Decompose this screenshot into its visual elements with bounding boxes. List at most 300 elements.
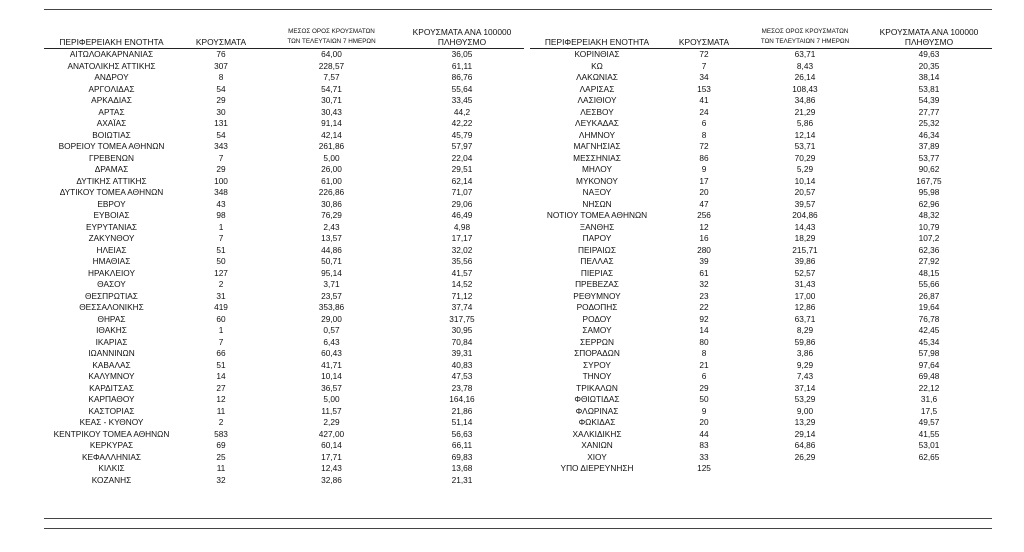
per100k-cell: 62,36 <box>918 244 940 255</box>
region-cell: ΘΕΣΣΑΛΟΝΙΚΗΣ <box>79 302 144 312</box>
per100k-header <box>400 27 524 49</box>
per100k-cell: 29,06 <box>451 198 473 209</box>
avg-7day-cell: 95,14 <box>321 267 342 278</box>
table-row <box>44 141 524 153</box>
region-cell: ΘΑΣΟΥ <box>97 279 126 289</box>
region-cell: ΠΙΕΡΙΑΣ <box>580 267 614 278</box>
cases-cell: 11 <box>216 463 226 473</box>
per100k-cell: 90,62 <box>918 164 940 174</box>
cases-cell: 6 <box>701 118 707 128</box>
cases-cell: 1 <box>218 325 224 335</box>
avg-7day-cell: 12,43 <box>321 463 342 473</box>
per100k-cell: 95,98 <box>918 187 940 197</box>
per100k-cell: 23,78 <box>451 382 473 393</box>
region-cell: ΜΕΣΣΗΝΙΑΣ <box>573 152 621 163</box>
left-table-body <box>44 49 524 487</box>
region-cell: ΛΕΣΒΟΥ <box>580 106 614 117</box>
table-row <box>530 187 992 199</box>
avg-header <box>263 27 400 49</box>
per100k-cell: 33,45 <box>451 95 473 105</box>
per100k-cell: 56,63 <box>451 428 473 439</box>
per100k-cell: 164,16 <box>449 394 475 404</box>
avg-7day-cell: 13,29 <box>794 417 816 427</box>
region-cell: ΔΥΤΙΚΗΣ ΑΤΤΙΚΗΣ <box>76 175 147 186</box>
table-row <box>530 118 992 130</box>
avg-7day-cell: 18,29 <box>794 233 816 243</box>
table-row <box>44 302 524 314</box>
table-row <box>44 360 524 372</box>
region-cell: ΚΑΡΔΙΤΣΑΣ <box>89 382 134 393</box>
table-row <box>530 256 992 268</box>
cases-cell: 39 <box>699 256 709 266</box>
table-row <box>44 153 524 165</box>
region-cell: ΗΡΑΚΛΕΙΟΥ <box>87 267 136 278</box>
avg-7day-cell: 21,29 <box>794 106 816 117</box>
top-rule <box>44 9 992 10</box>
cases-cell: 153 <box>697 83 711 94</box>
region-cell: ΠΑΡΟΥ <box>582 233 612 243</box>
cases-cell: 32 <box>216 474 226 485</box>
region-cell: ΚΑΛΥΜΝΟΥ <box>88 371 135 381</box>
avg-7day-cell: 53,71 <box>794 141 816 151</box>
avg-7day-cell: 26,00 <box>321 164 342 174</box>
cases-cell: 54 <box>216 129 226 140</box>
cases-cell: 29 <box>216 164 226 174</box>
region-cell: ΚΟΡΙΝΘΙΑΣ <box>574 49 620 59</box>
cases-cell: 6 <box>701 371 707 381</box>
table-row <box>530 153 992 165</box>
table-row <box>530 291 992 303</box>
per100k-cell: 36,05 <box>451 49 473 59</box>
cases-cell: 34 <box>699 72 709 82</box>
cases-cell: 9 <box>701 405 707 416</box>
region-cell: ΦΩΚΙΔΑΣ <box>578 417 616 427</box>
cases-cell: 31 <box>216 290 226 301</box>
cases-cell: 98 <box>216 210 226 220</box>
table-row <box>44 187 524 199</box>
avg-7day-cell: 29,14 <box>794 428 816 439</box>
table-row <box>530 49 992 61</box>
cases-cell: 8 <box>701 348 707 358</box>
region-cell: ΛΑΣΙΘΙΟΥ <box>577 95 617 105</box>
table-row <box>44 394 524 406</box>
cases-cell: 54 <box>216 83 226 94</box>
table-row <box>530 429 992 441</box>
region-cell: ΧΑΝΙΩΝ <box>581 440 613 450</box>
table-row <box>530 406 992 418</box>
per100k-cell: 40,83 <box>451 359 473 370</box>
per100k-cell: 10,79 <box>918 221 940 232</box>
cases-cell: 66 <box>216 348 226 358</box>
table-row <box>530 463 992 475</box>
table-row <box>44 348 524 360</box>
table-row <box>44 325 524 337</box>
avg-7day-cell: 5,00 <box>323 394 340 404</box>
region-header: ΠΕΡΙΦΕΡΕΙΑΚΗ ΕΝΟΤΗΤΑ <box>530 27 664 49</box>
avg-7day-cell: 50,71 <box>321 256 342 266</box>
region-cell: ΦΛΩΡΙΝΑΣ <box>575 405 619 416</box>
region-cell: ΖΑΚΥΝΘΟΥ <box>88 233 135 243</box>
per100k-cell: 46,34 <box>918 129 940 140</box>
cases-cell: 280 <box>697 244 711 255</box>
per100k-cell: 167,75 <box>916 175 942 186</box>
table-row <box>530 268 992 280</box>
region-cell: ΠΕΙΡΑΙΩΣ <box>578 244 616 255</box>
region-cell: ΑΡΓΟΛΙΔΑΣ <box>88 83 135 94</box>
region-cell: ΚΕΝΤΡΙΚΟΥ ΤΟΜΕΑ ΑΘΗΝΩΝ <box>53 428 170 439</box>
per100k-cell: 45,34 <box>918 336 940 347</box>
region-cell: ΝΑΞΟΥ <box>582 187 612 197</box>
table-row <box>44 475 524 487</box>
table-row <box>44 118 524 130</box>
per100k-cell: 69,83 <box>451 451 473 462</box>
table-row <box>530 314 992 326</box>
table-row <box>44 406 524 418</box>
cases-cell: 8 <box>218 72 224 82</box>
per100k-cell: 44,2 <box>453 106 471 117</box>
table-row <box>44 245 524 257</box>
per100k-header-line2: ΠΛΗΘΥΣΜΟ <box>904 37 954 47</box>
region-cell: ΑΧΑΪΑΣ <box>96 118 127 128</box>
table-row <box>530 84 992 96</box>
per100k-cell: 21,86 <box>451 405 473 416</box>
cases-cell: 69 <box>216 440 226 450</box>
cases-cell: 14 <box>699 325 709 335</box>
table-row <box>44 49 524 61</box>
table-row <box>530 302 992 314</box>
cases-cell: 50 <box>699 394 709 404</box>
cases-cell: 43 <box>216 198 226 209</box>
avg-7day-cell: 32,86 <box>321 474 342 485</box>
per100k-cell: 51,14 <box>451 417 473 427</box>
cases-cell: 7 <box>218 336 224 347</box>
region-cell: ΑΝΑΤΟΛΙΚΗΣ ΑΤΤΙΚΗΣ <box>67 60 156 71</box>
table-row <box>530 394 992 406</box>
table-row <box>530 107 992 119</box>
cases-cell: 33 <box>699 451 709 462</box>
cases-cell: 30 <box>216 106 226 117</box>
per100k-cell: 42,22 <box>451 118 473 128</box>
avg-7day-cell: 13,57 <box>321 233 342 243</box>
table-row <box>44 463 524 475</box>
avg-7day-cell: 353,86 <box>318 302 345 312</box>
avg-7day-cell: 41,71 <box>321 359 342 370</box>
per100k-cell: 57,97 <box>451 141 473 151</box>
region-cell: ΧΙΟΥ <box>587 451 607 462</box>
cases-cell: 14 <box>216 371 226 381</box>
avg-7day-cell: 2,43 <box>323 221 340 232</box>
avg-7day-cell: 53,29 <box>794 394 816 404</box>
avg-header-line2: ΤΩΝ ΤΕΛΕΥΤΑΙΩΝ 7 ΗΜΕΡΩΝ <box>760 38 850 45</box>
table-row <box>530 199 992 211</box>
region-cell: ΔΡΑΜΑΣ <box>94 164 129 174</box>
per100k-cell: 53,81 <box>918 83 940 94</box>
avg-7day-cell: 26,29 <box>794 451 816 462</box>
per100k-cell: 62,96 <box>918 198 940 209</box>
table-row <box>530 210 992 222</box>
avg-7day-cell: 42,14 <box>321 129 342 140</box>
avg-7day-cell: 10,14 <box>794 175 816 186</box>
table-row <box>44 291 524 303</box>
table-row <box>44 61 524 73</box>
cases-cell: 348 <box>214 187 228 197</box>
cases-cell: 23 <box>699 290 709 301</box>
region-cell: ΑΝΔΡΟΥ <box>94 72 129 82</box>
per100k-cell: 47,53 <box>451 371 473 381</box>
table-row <box>530 95 992 107</box>
avg-7day-cell: 26,14 <box>794 72 816 82</box>
avg-7day-cell: 70,29 <box>794 152 816 163</box>
avg-7day-cell: 39,57 <box>794 198 816 209</box>
per100k-cell: 17,5 <box>920 405 938 416</box>
per100k-cell: 42,45 <box>918 325 940 335</box>
region-cell: ΔΥΤΙΚΟΥ ΤΟΜΕΑ ΑΘΗΝΩΝ <box>59 187 164 197</box>
per100k-cell: 54,39 <box>918 95 940 105</box>
per100k-cell: 48,32 <box>918 210 940 220</box>
avg-7day-cell: 7,43 <box>796 371 814 381</box>
table-row <box>44 268 524 280</box>
per100k-cell: 31,6 <box>920 394 938 404</box>
table-row <box>530 130 992 142</box>
cases-cell: 21 <box>699 359 709 370</box>
cases-cell: 44 <box>699 428 709 439</box>
region-cell: ΚΩ <box>591 60 603 71</box>
table-row <box>44 222 524 234</box>
avg-7day-cell: 3,86 <box>796 348 814 358</box>
avg-7day-cell: 34,86 <box>794 95 816 105</box>
per100k-cell: 49,57 <box>918 417 940 427</box>
avg-7day-cell: 64,86 <box>794 440 816 450</box>
per100k-cell <box>866 463 992 475</box>
cases-cell: 92 <box>699 313 709 324</box>
region-cell: ΜΥΚΟΝΟΥ <box>576 175 618 186</box>
cases-cell: 20 <box>699 187 709 197</box>
per100k-cell: 46,49 <box>451 210 473 220</box>
per100k-cell: 37,89 <box>918 141 940 151</box>
table-row <box>44 417 524 429</box>
table-row <box>530 61 992 73</box>
left-header-row <box>44 27 524 49</box>
avg-7day-cell: 17,00 <box>794 290 816 301</box>
avg-7day-cell: 20,57 <box>794 187 816 197</box>
per100k-cell: 107,2 <box>918 233 940 243</box>
per100k-cell: 27,92 <box>918 256 940 266</box>
table-row <box>44 279 524 291</box>
table-row <box>530 383 992 395</box>
avg-7day-cell: 8,43 <box>796 60 814 71</box>
region-cell: ΕΥΒΟΙΑΣ <box>93 210 130 220</box>
cases-cell: 72 <box>699 141 709 151</box>
table-row <box>530 440 992 452</box>
per100k-cell: 57,98 <box>918 348 940 358</box>
avg-7day-cell: 6,43 <box>323 336 340 347</box>
per100k-cell: 19,64 <box>918 302 940 312</box>
per100k-cell: 71,12 <box>451 290 473 301</box>
avg-7day-cell: 54,71 <box>321 83 342 94</box>
region-cell: ΚΙΛΚΙΣ <box>98 463 125 473</box>
table-row <box>44 164 524 176</box>
region-cell: ΠΡΕΒΕΖΑΣ <box>575 279 619 289</box>
region-cell: ΛΗΜΝΟΥ <box>578 129 616 140</box>
table-row <box>530 348 992 360</box>
region-cell: ΣΠΟΡΑΔΩΝ <box>574 348 620 358</box>
region-cell: ΑΡΤΑΣ <box>98 106 125 117</box>
cases-cell: 125 <box>697 463 711 473</box>
avg-7day-cell: 52,57 <box>794 267 816 278</box>
per100k-cell: 53,77 <box>918 152 940 163</box>
per100k-cell: 49,63 <box>918 49 940 59</box>
table-row <box>530 72 992 84</box>
per100k-cell: 37,74 <box>451 302 473 312</box>
table-row <box>530 452 992 464</box>
table-row <box>530 233 992 245</box>
region-cell: ΙΚΑΡΙΑΣ <box>95 336 128 347</box>
region-cell: ΚΕΦΑΛΛΗΝΙΑΣ <box>81 451 142 462</box>
cases-cell: 80 <box>699 336 709 347</box>
region-cell: ΚΟΖΑΝΗΣ <box>91 474 132 485</box>
region-cell: ΙΘΑΚΗΣ <box>96 325 127 335</box>
per100k-cell: 13,68 <box>451 463 473 473</box>
table-row <box>530 222 992 234</box>
region-cell: ΑΙΤΩΛΟΑΚΑΡΝΑΝΙΑΣ <box>69 49 154 59</box>
bottom-rule-second <box>44 528 992 529</box>
avg-7day-cell: 2,29 <box>323 417 340 427</box>
table-row <box>44 130 524 142</box>
avg-7day-cell: 12,86 <box>794 302 816 312</box>
per100k-cell: 32,02 <box>451 244 473 255</box>
cases-cell: 100 <box>214 175 228 186</box>
avg-7day-cell: 204,86 <box>792 210 818 220</box>
region-cell: ΘΗΡΑΣ <box>97 313 126 324</box>
cases-cell: 256 <box>697 210 711 220</box>
avg-7day-cell: 61,00 <box>321 175 342 186</box>
cases-cell: 86 <box>699 152 709 163</box>
region-cell: ΗΛΕΙΑΣ <box>96 244 127 255</box>
region-cell: ΦΘΙΩΤΙΔΑΣ <box>574 394 620 404</box>
avg-7day-cell: 5,86 <box>796 118 814 128</box>
cases-cell: 51 <box>216 359 226 370</box>
region-cell: ΤΗΝΟΥ <box>582 371 612 381</box>
table-row <box>44 429 524 441</box>
per100k-cell: 71,07 <box>451 187 473 197</box>
table-row <box>44 199 524 211</box>
table-row <box>44 337 524 349</box>
avg-7day-cell: 261,86 <box>318 141 345 151</box>
table-row <box>44 314 524 326</box>
per100k-cell: 70,84 <box>451 336 473 347</box>
region-cell: ΠΕΛΛΑΣ <box>580 256 614 266</box>
per100k-cell: 86,76 <box>451 72 473 82</box>
region-cell: ΜΑΓΝΗΣΙΑΣ <box>573 141 621 151</box>
region-cell: ΕΥΡΥΤΑΝΙΑΣ <box>85 221 138 232</box>
region-cell: ΝΟΤΙΟΥ ΤΟΜΕΑ ΑΘΗΝΩΝ <box>546 210 648 220</box>
table-row <box>44 256 524 268</box>
region-cell: ΝΗΣΩΝ <box>582 198 612 209</box>
region-cell: ΙΩΑΝΝΙΝΩΝ <box>88 348 135 358</box>
per100k-cell: 27,77 <box>918 106 940 117</box>
region-cell: ΒΟΡΕΙΟΥ ΤΟΜΕΑ ΑΘΗΝΩΝ <box>58 141 165 151</box>
per100k-cell: 30,95 <box>451 325 473 335</box>
cases-cell: 131 <box>214 118 228 128</box>
table-row <box>44 84 524 96</box>
per100k-cell: 17,17 <box>451 233 473 243</box>
avg-7day-cell: 108,43 <box>792 83 818 94</box>
table-row <box>44 440 524 452</box>
region-cell: ΚΕΑΣ - ΚΥΘΝΟΥ <box>79 417 144 427</box>
cases-cell: 83 <box>699 440 709 450</box>
cases-cell: 1 <box>218 221 224 232</box>
region-cell: ΣΑΜΟΥ <box>582 325 612 335</box>
cases-cell: 12 <box>699 221 709 232</box>
avg-7day-cell: 226,86 <box>318 187 345 197</box>
cases-cell: 9 <box>701 164 707 174</box>
region-header: ΠΕΡΙΦΕΡΕΙΑΚΗ ΕΝΟΤΗΤΑ <box>44 27 179 49</box>
avg-7day-cell: 30,71 <box>321 95 342 105</box>
avg-7day-cell: 59,86 <box>794 336 816 347</box>
region-cell: ΜΗΛΟΥ <box>582 164 612 174</box>
per100k-cell: 41,57 <box>451 267 473 278</box>
table-row <box>530 360 992 372</box>
avg-7day-cell: 17,71 <box>321 451 342 462</box>
avg-7day-cell: 36,57 <box>321 382 342 393</box>
avg-7day-cell: 60,14 <box>321 440 342 450</box>
per100k-cell: 45,79 <box>451 129 473 140</box>
avg-7day-cell: 9,29 <box>796 359 814 370</box>
per100k-cell: 41,55 <box>918 428 940 439</box>
table-row <box>530 325 992 337</box>
table-row <box>530 371 992 383</box>
avg-7day-cell: 228,57 <box>318 60 345 71</box>
cases-cell: 25 <box>216 451 226 462</box>
cases-cell: 29 <box>216 95 226 105</box>
avg-7day-cell: 37,14 <box>794 382 816 393</box>
cases-cell: 24 <box>699 106 709 117</box>
region-cell: ΤΡΙΚΑΛΩΝ <box>576 382 618 393</box>
region-cell: ΕΒΡΟΥ <box>97 198 126 209</box>
cases-cell: 61 <box>699 267 709 278</box>
cases-cell: 72 <box>699 49 709 59</box>
table-row <box>530 245 992 257</box>
per100k-cell: 21,31 <box>451 474 473 485</box>
cases-cell: 343 <box>214 141 228 151</box>
region-cell: ΛΑΚΩΝΙΑΣ <box>576 72 618 82</box>
avg-7day-cell: 30,86 <box>321 198 342 209</box>
table-row <box>530 164 992 176</box>
region-cell: ΛΑΡΙΣΑΣ <box>579 83 615 94</box>
avg-7day-cell: 3,71 <box>323 279 340 289</box>
region-cell: ΒΟΙΩΤΙΑΣ <box>92 129 131 140</box>
table-row <box>530 176 992 188</box>
region-cell: ΡΟΔΟΠΗΣ <box>576 302 618 312</box>
cases-cell: 50 <box>216 256 226 266</box>
per100k-cell: 48,15 <box>918 267 940 278</box>
region-cell: ΥΠΟ ΔΙΕΡΕΥΝΗΣΗ <box>560 463 634 473</box>
cases-cell: 47 <box>699 198 709 209</box>
avg-7day-cell: 29,00 <box>321 313 342 324</box>
per100k-cell: 62,65 <box>918 451 940 462</box>
avg-header-line1: ΜΕΣΟΣ ΟΡΟΣ ΚΡΟΥΣΜΑΤΩΝ <box>288 28 375 35</box>
cases-cell: 32 <box>699 279 709 289</box>
per100k-cell: 14,52 <box>451 279 473 289</box>
per100k-cell: 26,87 <box>918 290 940 301</box>
table-row <box>44 371 524 383</box>
per100k-header <box>866 27 992 49</box>
table-row <box>530 141 992 153</box>
left-table <box>44 27 524 486</box>
avg-7day-cell: 11,57 <box>321 405 342 416</box>
cases-cell: 11 <box>216 405 226 416</box>
per100k-header-line2: ΠΛΗΘΥΣΜΟ <box>437 37 487 47</box>
